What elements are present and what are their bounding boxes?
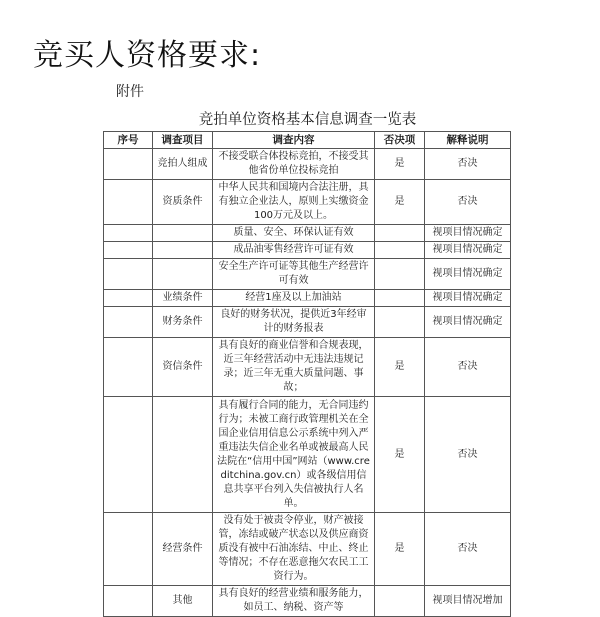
qualification-table — [103, 131, 511, 617]
row-note: 视项目情况确定 — [425, 225, 511, 242]
table-row — [104, 259, 511, 290]
row-item: 财务条件 — [153, 307, 213, 338]
row-note: 否决 — [425, 513, 511, 586]
page-heading: 竞买人资格要求: — [33, 38, 262, 73]
row-no — [104, 290, 153, 307]
row-note: 视项目情况确定 — [425, 290, 511, 307]
row-veto: 是 — [375, 180, 425, 225]
row-content: 没有处于被责令停业，财产被接管，冻结或破产状态以及供应商资质没有被中石油冻结、中止、终止等情况；不存在恶意拖欠农民工工资行为。 — [213, 513, 375, 586]
table-row — [104, 397, 511, 513]
row-content: 成品油零售经营许可证有效 — [213, 242, 375, 259]
row-item: 竞拍人组成 — [153, 149, 213, 180]
row-no — [104, 338, 153, 397]
row-content: 不接受联合体投标竞拍，不接受其他省份单位投标竞拍 — [213, 149, 375, 180]
col-header-no: 序号 — [104, 132, 153, 149]
table-header-row — [104, 132, 511, 149]
row-item — [153, 242, 213, 259]
table-row — [104, 180, 511, 225]
row-no — [104, 513, 153, 586]
row-note: 视项目情况增加 — [425, 586, 511, 617]
row-item: 其他 — [153, 586, 213, 617]
row-veto — [375, 242, 425, 259]
row-no — [104, 149, 153, 180]
row-veto — [375, 307, 425, 338]
row-item — [153, 259, 213, 290]
table-row — [104, 225, 511, 242]
table-row — [104, 242, 511, 259]
row-no — [104, 259, 153, 290]
row-note: 视项目情况确定 — [425, 259, 511, 290]
row-note: 否决 — [425, 397, 511, 513]
row-content: 具有履行合同的能力，无合同违约行为；未被工商行政管理机关在全国企业信用信息公示系统中列入严重违法失信企业名单或被最高人民法院在“信用中国”网站（www.creditchina.gov.cn）或各级信用信息共享平台列入失信被执行人名单。 — [213, 397, 375, 513]
row-note: 否决 — [425, 149, 511, 180]
row-content: 质量、安全、环保认证有效 — [213, 225, 375, 242]
col-header-veto: 否决项 — [375, 132, 425, 149]
row-veto: 是 — [375, 338, 425, 397]
row-veto: 是 — [375, 513, 425, 586]
row-note: 视项目情况确定 — [425, 307, 511, 338]
row-item: 业绩条件 — [153, 290, 213, 307]
row-veto — [375, 259, 425, 290]
row-veto: 是 — [375, 149, 425, 180]
row-content: 具有良好的商业信誉和合规表现，近三年经营活动中无违法违规记录；近三年无重大质量问题、事故； — [213, 338, 375, 397]
table-row — [104, 149, 511, 180]
row-item — [153, 397, 213, 513]
table-row — [104, 307, 511, 338]
row-item: 资信条件 — [153, 338, 213, 397]
row-note: 视项目情况确定 — [425, 242, 511, 259]
row-content: 具有良好的经营业绩和服务能力，如员工、纳税、资产等 — [213, 586, 375, 617]
table-row — [104, 338, 511, 397]
col-header-note: 解释说明 — [425, 132, 511, 149]
table-row — [104, 513, 511, 586]
row-no — [104, 225, 153, 242]
row-item — [153, 225, 213, 242]
row-content: 良好的财务状况，提供近3年经审计的财务报表 — [213, 307, 375, 338]
row-no — [104, 397, 153, 513]
row-veto — [375, 225, 425, 242]
row-note: 否决 — [425, 338, 511, 397]
table-row — [104, 290, 511, 307]
col-header-content: 调查内容 — [213, 132, 375, 149]
col-header-item: 调查项目 — [153, 132, 213, 149]
row-item: 资质条件 — [153, 180, 213, 225]
row-content: 安全生产许可证等其他生产经营许可有效 — [213, 259, 375, 290]
row-note: 否决 — [425, 180, 511, 225]
attachment-label: 附件 — [116, 84, 144, 100]
row-no — [104, 180, 153, 225]
document-title: 竞拍单位资格基本信息调查一览表 — [198, 112, 417, 128]
row-content: 经营1座及以上加油站 — [213, 290, 375, 307]
row-veto: 是 — [375, 397, 425, 513]
row-item: 经营条件 — [153, 513, 213, 586]
row-content: 中华人民共和国境内合法注册，具有独立企业法人，原则上实缴资金100万元及以上。 — [213, 180, 375, 225]
row-no — [104, 242, 153, 259]
row-no — [104, 307, 153, 338]
row-veto — [375, 290, 425, 307]
